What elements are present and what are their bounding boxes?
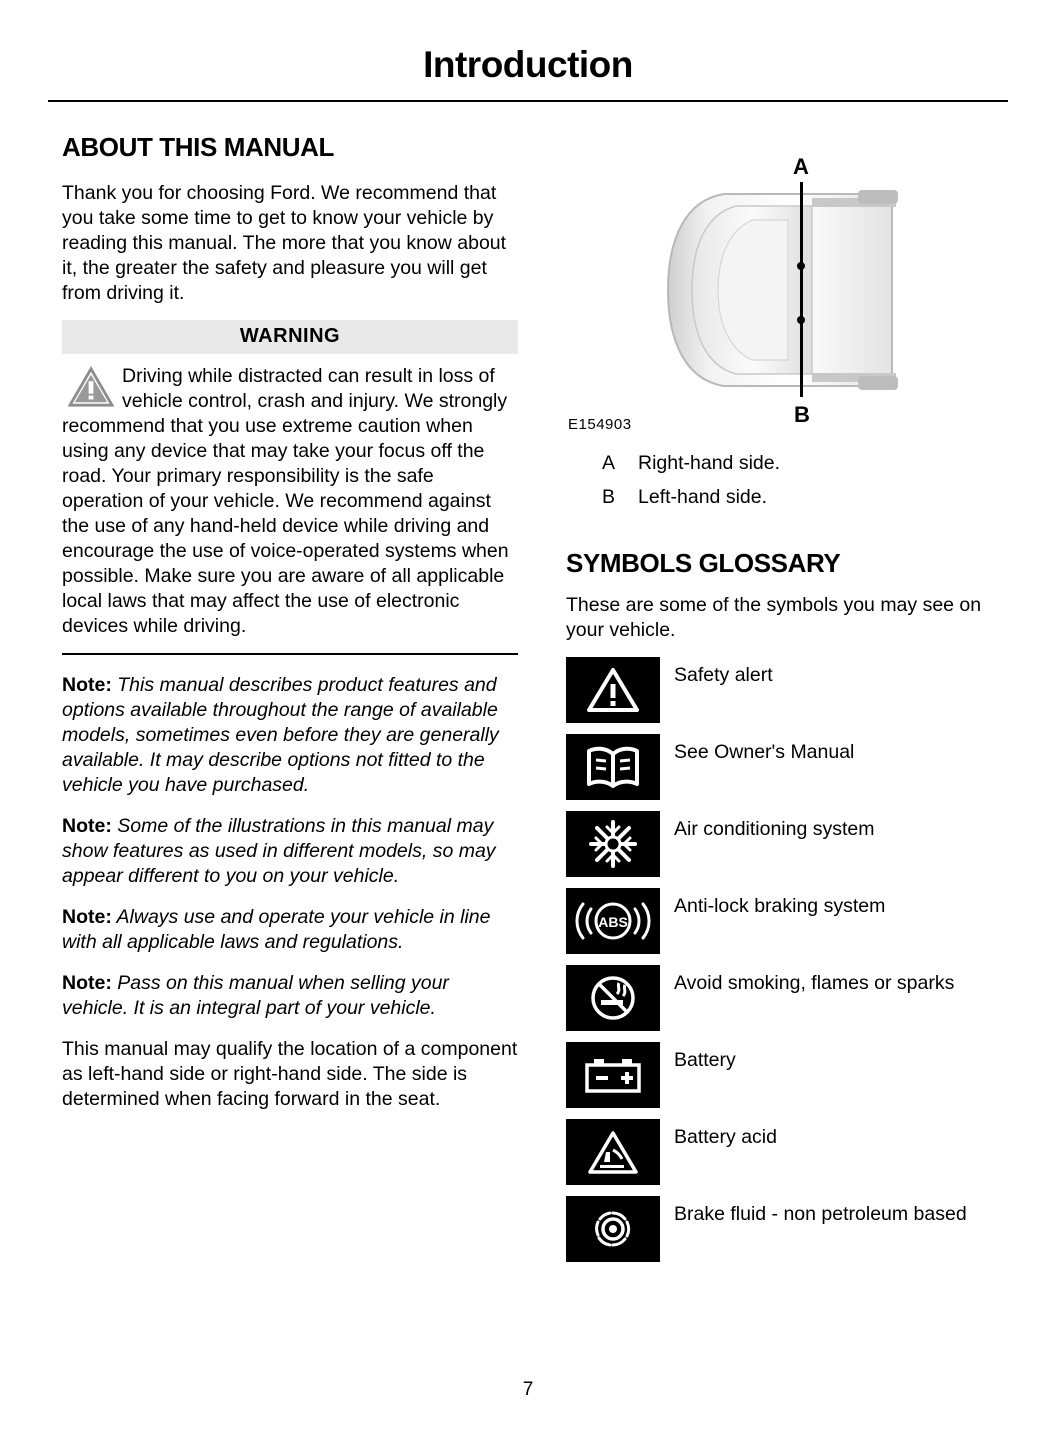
note-text-2: Some of the illustrations in this manual may show features as used in different models, so may appear different to you on your vehicle.: [62, 815, 496, 887]
symbol-label-abs: Anti-lock braking system: [674, 895, 886, 917]
symbol-label-owners-manual: See Owner's Manual: [674, 741, 855, 763]
symbol-row-battery: [566, 1042, 1018, 1108]
symbol-row-safety-alert: [566, 657, 1018, 723]
page-title: Introduction: [423, 44, 633, 85]
note-label-1: Note:: [62, 674, 112, 696]
symbols-list: [566, 657, 1018, 1262]
figure-pointer-dot-b: [797, 316, 805, 324]
symbol-label-air-conditioning: Air conditioning system: [674, 818, 875, 840]
note-1: [62, 673, 518, 798]
brake-fluid-icon: [566, 1196, 660, 1262]
note-text-1: This manual describes product features and options available throughout the range of available models, sometimes even before they are generally available. It may describe options not fitted to the vehicle you have purchased.: [62, 674, 499, 796]
abs-icon: [566, 888, 660, 954]
symbol-label-no-smoking: Avoid smoking, flames or sparks: [674, 972, 955, 994]
symbol-row-battery-acid: [566, 1119, 1018, 1185]
note-text-3: Always use and operate your vehicle in line with all applicable laws and regulations.: [62, 906, 491, 953]
note-label-3: Note:: [62, 906, 112, 928]
symbol-row-brake-fluid: [566, 1196, 1018, 1262]
symbol-label-battery-acid: Battery acid: [674, 1126, 777, 1148]
battery-icon: [566, 1042, 660, 1108]
legend-key-b: B: [602, 486, 616, 508]
symbol-label-brake-fluid: Brake fluid - non petroleum based: [674, 1203, 967, 1225]
warning-body: [62, 364, 518, 639]
air-conditioning-icon: [566, 811, 660, 877]
legend-key-a: A: [602, 452, 616, 474]
safety-alert-icon: [566, 657, 660, 723]
figure-label-b: B: [794, 402, 810, 427]
closing-paragraph: This manual may qualify the location of a component as left-hand side or right-hand side. The side is determined when facing forward in the seat.: [62, 1038, 518, 1110]
figure-pointer-line: [800, 182, 803, 397]
legend-value-b: Left-hand side.: [638, 486, 768, 508]
page-header: [48, 44, 1008, 86]
note-3: [62, 905, 518, 955]
warning-banner: WARNING: [62, 320, 518, 354]
symbol-row-air-conditioning: [566, 811, 1018, 877]
legend-row-a: [566, 446, 1018, 480]
symbol-row-abs: [566, 888, 1018, 954]
symbol-label-battery: Battery: [674, 1049, 736, 1071]
header-divider: [48, 100, 1008, 102]
note-4: [62, 971, 518, 1021]
figure-pointer-dot-a: [797, 262, 805, 270]
left-column: [62, 132, 518, 1273]
note-2: [62, 814, 518, 889]
glossary-intro: These are some of the symbols you may see on your vehicle.: [566, 594, 982, 641]
vehicle-top-view-illustration: [662, 186, 930, 394]
symbol-row-no-smoking: [566, 965, 1018, 1031]
symbol-row-owners-manual: [566, 734, 1018, 800]
figure-code: E154903: [568, 416, 632, 433]
vehicle-sides-figure: [566, 134, 1018, 434]
no-smoking-flames-icon: [566, 965, 660, 1031]
about-this-manual-heading: ABOUT THIS MANUAL: [62, 132, 334, 162]
right-column: [566, 132, 1018, 1273]
note-label-2: Note:: [62, 815, 112, 837]
warning-text: Driving while distracted can result in loss of vehicle control, crash and injury. We strongly recommend that you use extreme caution when using any device that may take your focus off the road. Your primary responsibility is the safe operation of your vehicle. We recommend against the use of any hand-held device while driving and encourage the use of voice-operated systems when possible. Make sure you are aware of all applicable local laws that may affect the use of electronic devices while driving.: [62, 365, 509, 637]
figure-legend: [566, 446, 1018, 514]
warning-divider: [62, 653, 518, 655]
figure-label-a: A: [793, 154, 809, 179]
warning-triangle-icon: [68, 366, 114, 408]
note-text-4: Pass on this manual when selling your vehicle. It is an integral part of your vehicle.: [62, 972, 449, 1019]
intro-paragraph: Thank you for choosing Ford. We recommend that you take some time to get to know your vehicle by reading this manual. The more that you know about it, the greater the safety and pleasure you will get from driving it.: [62, 182, 507, 304]
owners-manual-icon: [566, 734, 660, 800]
note-label-4: Note:: [62, 972, 112, 994]
legend-row-b: [566, 480, 1018, 514]
symbol-label-safety-alert: Safety alert: [674, 664, 773, 686]
symbols-glossary-heading: SYMBOLS GLOSSARY: [566, 548, 841, 578]
svg-text:ABS: ABS: [598, 914, 628, 930]
battery-acid-icon: [566, 1119, 660, 1185]
page-number: 7: [522, 1379, 534, 1400]
content-columns: [62, 132, 994, 1273]
legend-value-a: Right-hand side.: [638, 452, 781, 474]
